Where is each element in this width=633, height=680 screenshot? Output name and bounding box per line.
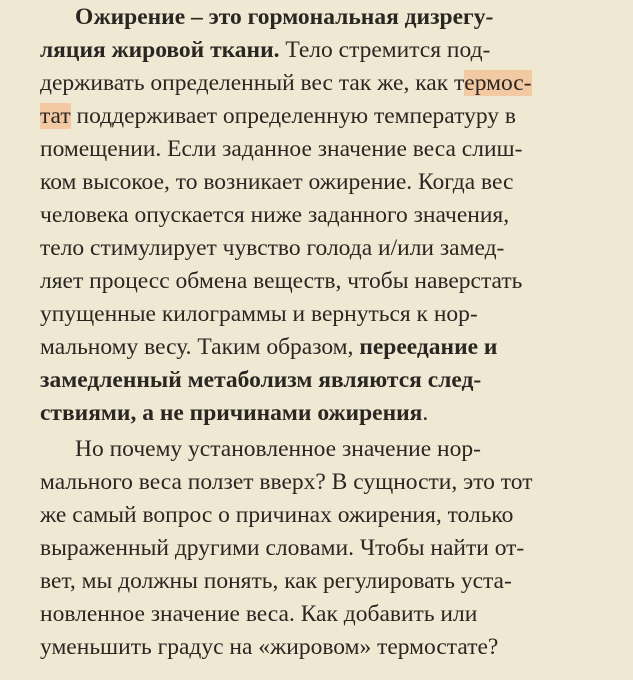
paragraph-2-line-6: новленное значение веса. Как добавить или xyxy=(40,601,478,627)
highlighted-text[interactable]: тат xyxy=(40,103,71,129)
text-run: мальному весу. Таким образом, xyxy=(40,334,360,360)
paragraph-1-line-7: человека опускается ниже заданного значения, xyxy=(40,202,510,228)
text-run: . xyxy=(422,400,429,426)
text-run: поддерживает определенную температуру в xyxy=(70,103,516,129)
paragraph-2-line-7: уменьшить градус на «жировом» термостате? xyxy=(40,634,499,660)
highlighted-text[interactable]: ермос- xyxy=(464,70,532,96)
paragraph-1-line-12 xyxy=(40,363,481,397)
bold-phrase: замедленный метаболизм являются след- xyxy=(40,367,482,393)
paragraph-1-line-6: ком высокое, то возникает ожирение. Когда вес xyxy=(40,169,514,195)
bold-phrase: Ожирение – это гормональная дизрегу- xyxy=(75,4,494,30)
paragraph-1-line-10: упущенные килограммы и вернуться к нор- xyxy=(40,301,478,327)
paragraph-1-line-2 xyxy=(40,33,490,67)
text-run: держивать определенный вес так же, как т xyxy=(40,70,465,96)
paragraph-1-line-8: тело стимулирует чувство голода и/или замед- xyxy=(40,235,505,261)
text-run: Тело стремится под- xyxy=(279,37,491,63)
paragraph-2-line-3: же самый вопрос о причинах ожирения, только xyxy=(40,502,514,528)
paragraph-1-line-13 xyxy=(40,396,428,430)
paragraph-1-line-9: ляет процесс обмена веществ, чтобы наверстать xyxy=(40,268,523,294)
bold-phrase: переедание и xyxy=(359,334,498,360)
paragraph-1-line-3 xyxy=(40,66,532,100)
paragraph-2-line-4: выраженный другими словами. Чтобы найти от- xyxy=(40,535,525,561)
paragraph-1-line-1 xyxy=(75,0,493,34)
paragraph-2-line-5: вет, мы должны понять, как регулировать уста- xyxy=(40,568,512,594)
bold-phrase: ляция жировой ткани. xyxy=(40,37,280,63)
paragraph-1-line-11 xyxy=(40,330,497,364)
bold-phrase: ствиями, а не причинами ожирения xyxy=(40,400,423,426)
paragraph-2-line-2: мального веса ползет вверх? В сущности, это тот xyxy=(40,469,533,495)
paragraph-1-line-5: помещении. Если заданное значение веса слиш- xyxy=(40,136,523,162)
paragraph-2-line-1: Но почему установленное значение нор- xyxy=(75,436,481,462)
paragraph-1-line-4 xyxy=(40,99,516,133)
